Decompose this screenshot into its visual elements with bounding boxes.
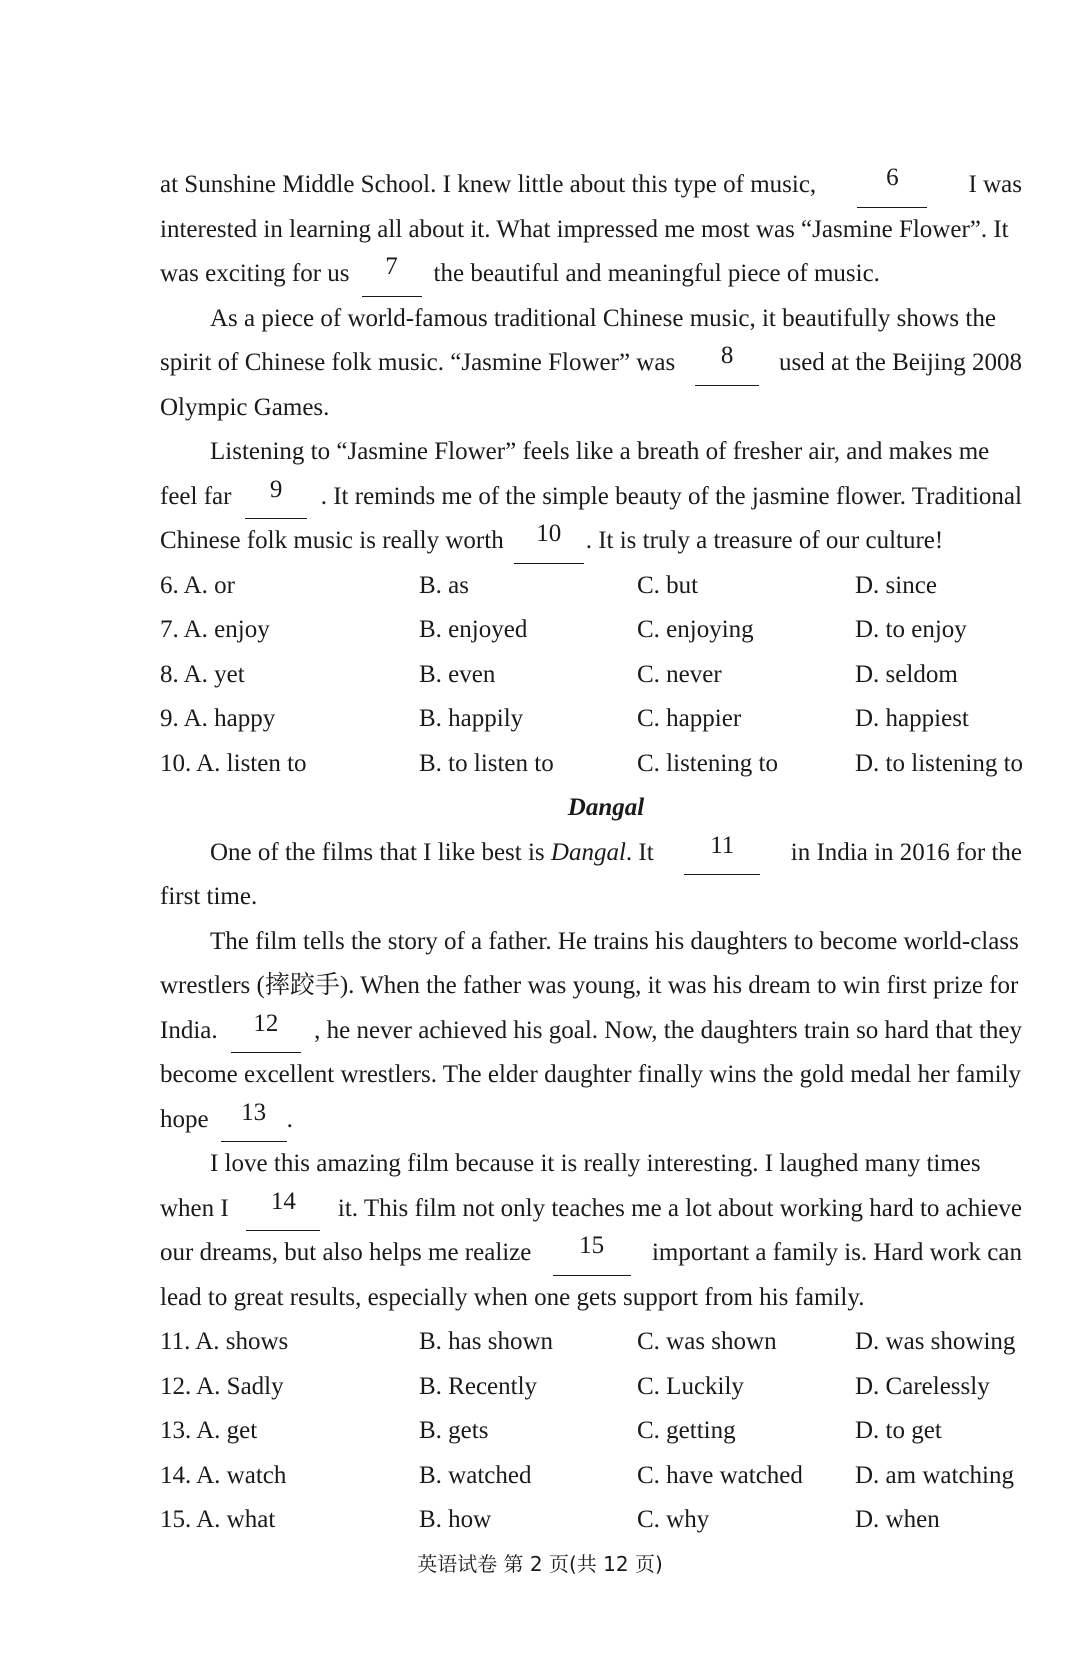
passage-line (160, 1009, 1022, 1054)
text: Olympic Games. (160, 393, 330, 421)
option-row (160, 697, 1022, 742)
text: lead to great results, especially when one gets support from his family. (160, 1283, 865, 1311)
text: in India in 2016 for the (790, 838, 1022, 866)
text: our dreams, but also helps me realize (160, 1239, 532, 1266)
passage-line (160, 875, 1022, 920)
passage-line (160, 1053, 1022, 1098)
option-d: D. since (855, 571, 937, 599)
text: , he never achieved his goal. Now, the daughters train so hard that they (314, 1016, 1022, 1044)
option-c: C. was shown (637, 1328, 777, 1355)
option-c: C. enjoying (637, 616, 754, 643)
text: As a piece of world-famous traditional Chinese music, it beautifully shows the (210, 304, 996, 332)
passage-line (160, 475, 1022, 520)
option-b: B. enjoyed (419, 616, 528, 643)
film-title: Dangal (550, 838, 626, 866)
text: spirit of Chinese folk music. “Jasmine Flower” was (160, 349, 676, 376)
option-row (160, 653, 1022, 698)
option-c: C. Luckily (637, 1372, 744, 1400)
option-c: C. never (637, 660, 722, 688)
option-row (160, 1454, 1022, 1499)
option-c: C. listening to (637, 749, 778, 777)
text: the beautiful and meaningful piece of music. (433, 260, 880, 287)
text: wrestlers (摔跤手). When the father was young, it was his dream to win first prize for (160, 972, 1019, 999)
blank-8: 8 (695, 341, 759, 386)
text: India. (160, 1016, 218, 1044)
text: become excellent wrestlers. The elder daughter finally wins the gold medal her family (160, 1061, 1022, 1088)
text (210, 831, 654, 876)
option-c: C. why (637, 1506, 710, 1533)
passage-title: Dangal (567, 794, 645, 821)
option-a: 13. A. get (160, 1417, 258, 1444)
option-row (160, 1498, 1022, 1543)
passage-line (160, 1231, 1022, 1276)
passage-line (160, 1098, 1022, 1143)
passage-line (160, 386, 1022, 431)
passage-line (160, 341, 1022, 386)
blank-11: 11 (684, 831, 760, 876)
text: I was (968, 171, 1022, 198)
options-group-2 (160, 1320, 1022, 1543)
option-c: C. have watched (637, 1461, 803, 1489)
passage-line (160, 208, 1022, 253)
passage-line (160, 831, 1022, 876)
options-group-1 (160, 564, 1022, 787)
passage-line (160, 1276, 1022, 1321)
text: first time. (160, 883, 258, 910)
option-a: 12. A. Sadly (160, 1372, 284, 1400)
option-d: D. to listening to (855, 749, 1024, 777)
text: . (286, 1105, 293, 1133)
option-b: B. Recently (419, 1372, 538, 1400)
text: . It reminds me of the simple beauty of the jasmine flower. Traditional (320, 482, 1022, 510)
option-row (160, 564, 1022, 609)
text: was exciting for us (160, 260, 350, 287)
option-b: B. even (419, 660, 496, 688)
option-d: D. seldom (855, 660, 958, 688)
option-a: 10. A. listen to (160, 749, 307, 777)
option-b: B. how (419, 1506, 492, 1533)
passage-line (160, 920, 1022, 965)
option-d: D. was showing (855, 1328, 1016, 1355)
text: . It is truly a treasure of our culture! (585, 527, 944, 554)
option-row (160, 1409, 1022, 1454)
page-footer: 英语试卷 第 2 页(共 12 页) (417, 1552, 663, 1576)
option-a: 8. A. yet (160, 660, 245, 688)
text: important a family is. Hard work can (651, 1239, 1022, 1266)
option-a: 11. A. shows (160, 1328, 289, 1355)
option-b: B. happily (419, 705, 524, 732)
blank-12: 12 (231, 1009, 301, 1054)
blank-9: 9 (245, 475, 307, 520)
option-a: 9. A. happy (160, 705, 276, 732)
text: interested in learning all about it. What impressed me most was “Jasmine Flower”. It (160, 215, 1009, 243)
passage-line (160, 1142, 1022, 1187)
option-b: B. has shown (419, 1328, 554, 1355)
option-d: D. Carelessly (855, 1372, 990, 1400)
text: One of the films that I like best is (210, 838, 545, 866)
option-row (160, 742, 1022, 787)
text: I love this amazing film because it is really interesting. I laughed many times (210, 1150, 981, 1177)
text: Listening to “Jasmine Flower” feels like a breath of fresher air, and makes me (210, 438, 990, 465)
option-d: D. am watching (855, 1461, 1014, 1489)
option-b: B. to listen to (419, 749, 554, 777)
text: it. This film not only teaches me a lot about working hard to achieve (337, 1194, 1022, 1222)
passage-line (160, 252, 1022, 297)
option-row (160, 1365, 1022, 1410)
option-d: D. happiest (855, 705, 969, 732)
passage-line (160, 297, 1022, 342)
option-a: 15. A. what (160, 1506, 276, 1533)
text: used at the Beijing 2008 (778, 349, 1022, 376)
option-b: B. watched (419, 1461, 532, 1489)
option-d: D. when (855, 1506, 940, 1533)
option-row (160, 608, 1022, 653)
blank-10: 10 (514, 519, 584, 564)
blank-14: 14 (246, 1187, 320, 1232)
text: Chinese folk music is really worth (160, 527, 504, 554)
text: at Sunshine Middle School. I knew little about this type of music, (160, 171, 817, 198)
exam-page (160, 163, 1022, 1543)
option-c: C. getting (637, 1417, 736, 1444)
option-a: 14. A. watch (160, 1461, 287, 1489)
text: The film tells the story of a father. He trains his daughters to become world-class (210, 927, 1019, 955)
passage-line (160, 519, 1022, 564)
passage-line (160, 430, 1022, 475)
text: when I (160, 1194, 229, 1222)
option-b: B. as (419, 571, 469, 599)
passage-line (160, 964, 1022, 1009)
blank-13: 13 (221, 1098, 287, 1143)
passage-line (160, 1187, 1022, 1232)
option-row (160, 1320, 1022, 1365)
blank-15: 15 (553, 1231, 631, 1276)
option-a: 7. A. enjoy (160, 616, 270, 643)
text: feel far (160, 482, 232, 510)
option-d: D. to get (855, 1417, 942, 1444)
blank-6: 6 (857, 163, 927, 208)
option-d: D. to enjoy (855, 616, 967, 643)
option-c: C. happier (637, 705, 742, 732)
text: . It (625, 838, 654, 866)
option-b: B. gets (419, 1417, 489, 1444)
text: hope (160, 1105, 209, 1133)
option-c: C. but (637, 571, 699, 599)
option-a: 6. A. or (160, 571, 235, 599)
passage-line (160, 163, 1022, 208)
blank-7: 7 (362, 252, 422, 297)
